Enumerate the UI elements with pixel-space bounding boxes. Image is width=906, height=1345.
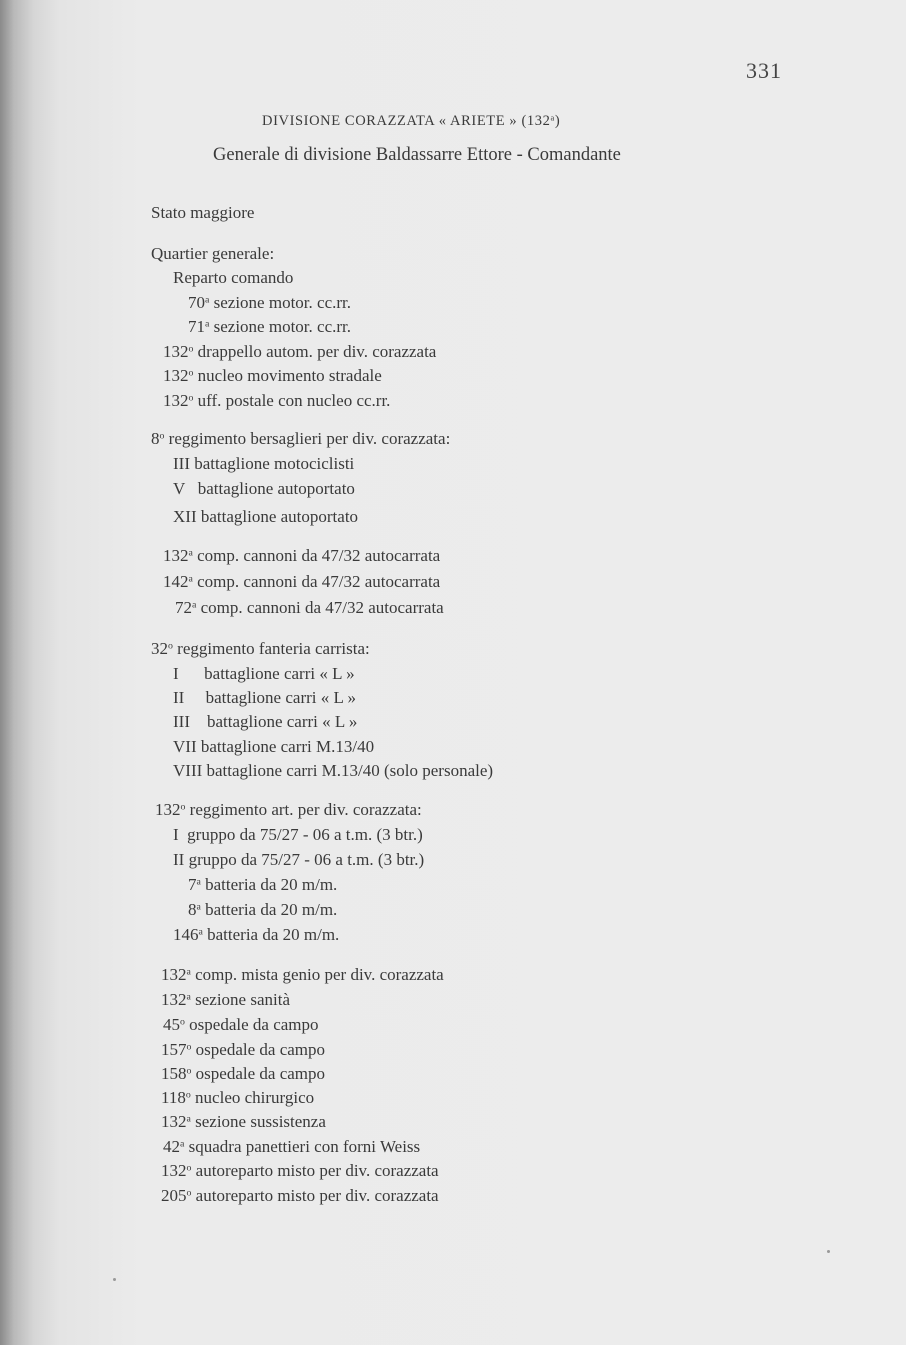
ordinal-suffix: o xyxy=(159,430,165,442)
ordinal-suffix: o xyxy=(168,640,173,652)
ordinal-number: 72 xyxy=(175,598,192,617)
list-line xyxy=(161,1089,314,1106)
ordinal-suffix: a xyxy=(205,318,210,330)
line-text: ospedale da campo xyxy=(184,1015,319,1034)
ordinal-suffix: a xyxy=(180,1138,185,1150)
list-line xyxy=(163,367,382,384)
list-line xyxy=(173,269,293,286)
line-text: III battaglione motociclisti xyxy=(173,454,355,473)
page-number: 331 xyxy=(746,58,782,83)
list-line xyxy=(163,547,440,564)
ordinal-number: 132 xyxy=(155,800,181,819)
line-text: reggimento art. per div. corazzata: xyxy=(185,800,422,819)
ordinal-suffix: a xyxy=(186,1113,191,1125)
ordinal-suffix: o xyxy=(186,1065,192,1077)
line-text: comp. cannoni da 47/32 autocarrata xyxy=(192,546,441,565)
ordinal-number: 32 xyxy=(151,639,168,658)
ordinal-number: 132 xyxy=(161,990,187,1009)
line-text: comp. cannoni da 47/32 autocarrata xyxy=(196,598,444,617)
line-text: VIII battaglione carri M.13/40 (solo personale) xyxy=(173,761,494,780)
ordinal-number: 132 xyxy=(163,342,189,361)
list-line xyxy=(163,573,440,590)
line-text: reggimento bersaglieri per div. corazzata: xyxy=(164,429,451,448)
ordinal-number: 132 xyxy=(163,391,189,410)
list-line xyxy=(151,204,254,221)
line-text: sezione sussistenza xyxy=(190,1112,326,1131)
line-text: sezione motor. cc.rr. xyxy=(209,317,351,336)
line-text: autoreparto misto per div. corazzata xyxy=(191,1161,439,1180)
list-line xyxy=(173,826,423,843)
line-text: comp. cannoni da 47/32 autocarrata xyxy=(192,572,441,591)
list-line xyxy=(163,1016,319,1033)
list-line xyxy=(173,508,358,525)
line-text: batteria da 20 m/m. xyxy=(200,875,338,894)
ordinal-number: 132 xyxy=(161,965,187,984)
list-line xyxy=(161,1041,325,1058)
ordinal-suffix: o xyxy=(186,1187,192,1199)
line-text: uff. postale con nucleo cc.rr. xyxy=(193,391,391,410)
ordinal-number: 8 xyxy=(188,900,197,919)
line-text: Stato maggiore xyxy=(151,203,255,222)
ordinal-suffix: a xyxy=(188,573,193,585)
line-text: sezione sanità xyxy=(190,990,291,1009)
ordinal-suffix: o xyxy=(180,801,186,813)
ordinal-number: 146 xyxy=(173,925,199,944)
line-text: III battaglione carri « L » xyxy=(173,712,358,731)
ordinal-suffix: o xyxy=(185,1089,191,1101)
ordinal-suffix: a xyxy=(186,991,191,1003)
ordinal-suffix: a xyxy=(198,926,203,938)
line-text: ospedale da campo xyxy=(191,1040,326,1059)
list-line xyxy=(161,1187,439,1204)
line-text: ospedale da campo xyxy=(191,1064,326,1083)
list-line xyxy=(173,455,354,472)
list-line xyxy=(173,480,355,497)
ordinal-number: 45 xyxy=(163,1015,180,1034)
list-line xyxy=(161,1162,439,1179)
list-line xyxy=(151,640,370,657)
list-line xyxy=(163,343,436,360)
ordinal-suffix: a xyxy=(196,901,201,913)
line-text: batteria da 20 m/m. xyxy=(202,925,340,944)
ordinal-suffix: o xyxy=(188,367,194,379)
division-heading xyxy=(262,113,560,130)
line-text: nucleo chirurgico xyxy=(190,1088,315,1107)
line-text: autoreparto misto per div. corazzata xyxy=(191,1186,439,1205)
ordinal-suffix: o xyxy=(188,343,194,355)
paper-speck xyxy=(113,1278,116,1281)
ordinal-number: 8 xyxy=(151,429,160,448)
list-line xyxy=(161,966,444,983)
list-line xyxy=(163,392,390,409)
list-line xyxy=(173,762,493,779)
line-text: Reparto comando xyxy=(173,268,294,287)
heading-close: ) xyxy=(554,113,561,129)
ordinal-number: 132 xyxy=(161,1161,187,1180)
ordinal-number: 158 xyxy=(161,1064,187,1083)
line-text: sezione motor. cc.rr. xyxy=(209,293,351,312)
ordinal-suffix: o xyxy=(186,1162,192,1174)
list-line xyxy=(173,665,355,682)
list-line xyxy=(151,245,274,262)
list-line xyxy=(188,876,337,893)
line-text: batteria da 20 m/m. xyxy=(200,900,338,919)
list-line xyxy=(173,926,339,943)
ordinal-suffix: o xyxy=(186,1041,192,1053)
paper-speck xyxy=(827,1250,830,1253)
ordinal-suffix: o xyxy=(188,392,194,404)
line-text: I battaglione carri « L » xyxy=(173,664,355,683)
line-text: nucleo movimento stradale xyxy=(193,366,382,385)
list-line xyxy=(155,801,422,818)
line-text: VII battaglione carri M.13/40 xyxy=(173,737,375,756)
list-line xyxy=(161,1113,326,1130)
list-line xyxy=(188,318,351,335)
ordinal-number: 132 xyxy=(161,1112,187,1131)
line-text: reggimento fanteria carrista: xyxy=(172,639,370,658)
ordinal-number: 157 xyxy=(161,1040,187,1059)
line-text: Quartier generale: xyxy=(151,244,275,263)
list-line xyxy=(173,738,374,755)
list-line xyxy=(163,1138,420,1155)
ordinal-number: 71 xyxy=(188,317,205,336)
line-text: I gruppo da 75/27 - 06 a t.m. (3 btr.) xyxy=(173,825,423,844)
list-line xyxy=(173,851,424,868)
ordinal-suffix: a xyxy=(205,294,210,306)
list-line xyxy=(173,689,356,706)
line-text: II gruppo da 75/27 - 06 a t.m. (3 btr.) xyxy=(173,850,425,869)
line-text: drappello autom. per div. corazzata xyxy=(193,342,437,361)
list-line xyxy=(188,901,337,918)
ordinal-suffix: a xyxy=(192,599,197,611)
ordinal-number: 142 xyxy=(163,572,189,591)
ordinal-suffix: o xyxy=(180,1016,185,1028)
line-text: II battaglione carri « L » xyxy=(173,688,356,707)
commander-line: Generale di divisione Baldassarre Ettore - Comandante xyxy=(213,145,621,165)
list-line xyxy=(188,294,351,311)
ordinal-number: 70 xyxy=(188,293,205,312)
list-line xyxy=(161,991,290,1008)
list-line xyxy=(151,430,450,447)
line-text: comp. mista genio per div. corazzata xyxy=(190,965,444,984)
ordinal-number: 118 xyxy=(161,1088,186,1107)
line-text: squadra panettieri con forni Weiss xyxy=(184,1137,421,1156)
ordinal-number: 205 xyxy=(161,1186,187,1205)
ordinal-suffix: a xyxy=(188,547,193,559)
list-line xyxy=(161,1065,325,1082)
list-line xyxy=(173,713,357,730)
heading-sup: a xyxy=(550,113,555,123)
ordinal-number: 132 xyxy=(163,546,189,565)
line-text: XII battaglione autoportato xyxy=(173,507,359,526)
ordinal-suffix: a xyxy=(186,966,191,978)
ordinal-number: 7 xyxy=(188,875,197,894)
line-text: V battaglione autoportato xyxy=(173,479,355,498)
list-line xyxy=(175,599,444,616)
ordinal-number: 42 xyxy=(163,1137,180,1156)
ordinal-suffix: a xyxy=(196,876,201,888)
heading-text: DIVISIONE CORAZZATA « ARIETE » (132 xyxy=(262,113,551,129)
ordinal-number: 132 xyxy=(163,366,189,385)
